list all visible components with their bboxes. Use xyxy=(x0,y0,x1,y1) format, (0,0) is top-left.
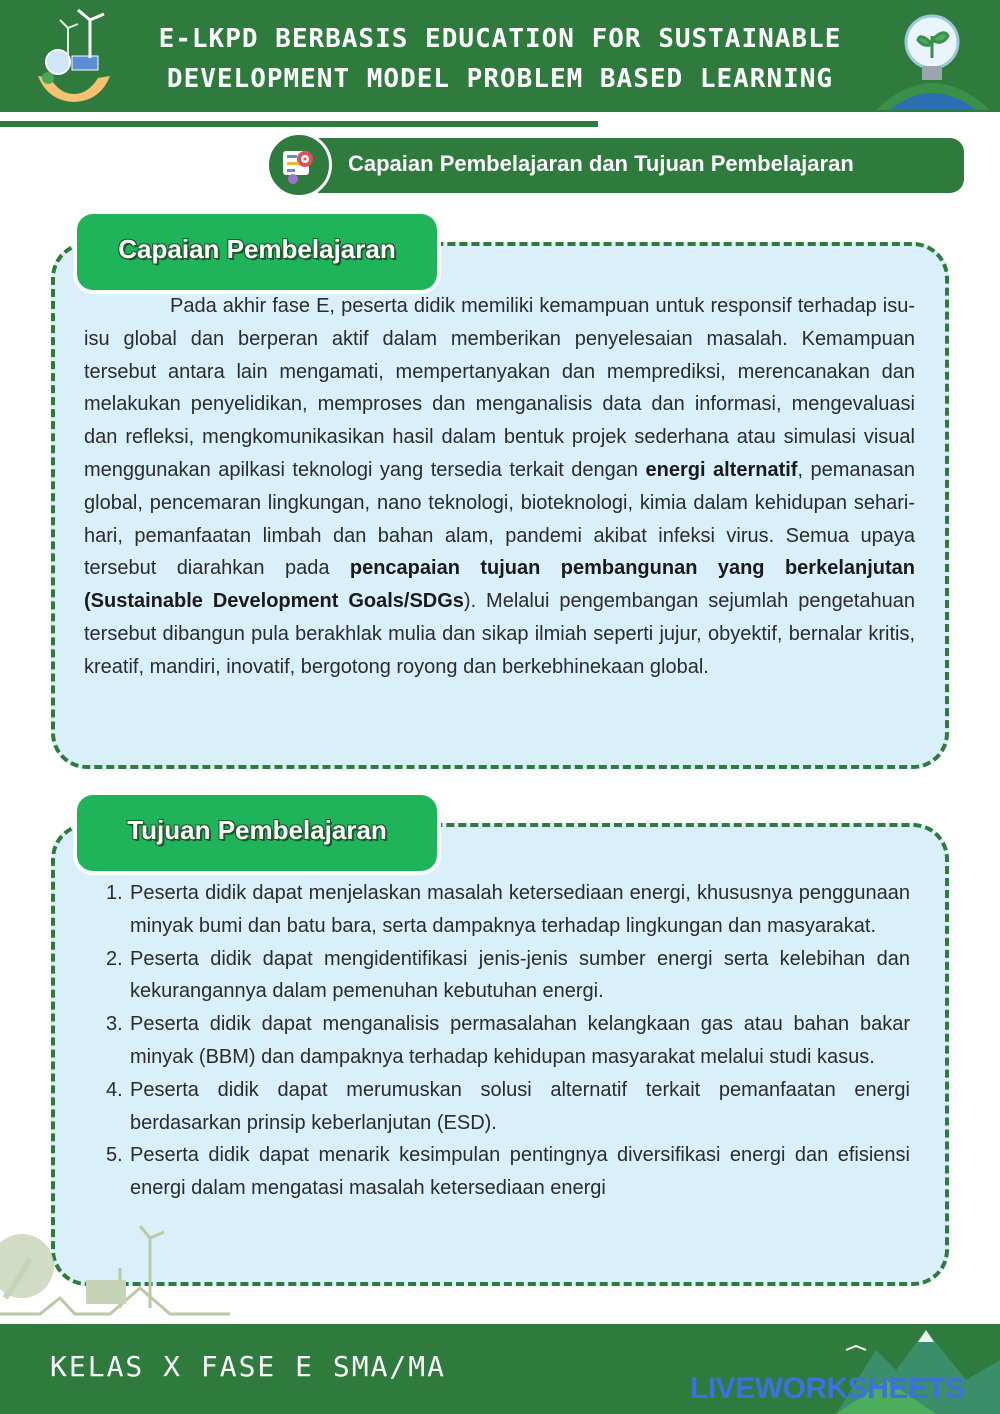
capaian-heading: Capaian Pembelajaran xyxy=(118,234,396,264)
list-text: Peserta didik dapat menjelaskan masalah ketersediaan energi, khususnya penggunaan minyak bumi dan batu bara, serta dampaknya terhadap lingkungan dan masyarakat. xyxy=(130,882,910,937)
section-banner-title: Capaian Pembelajaran dan Tujuan Pembelajaran xyxy=(348,151,854,176)
list-item xyxy=(102,943,910,1009)
lightbulb-earth-icon xyxy=(870,6,996,110)
list-item xyxy=(102,1008,910,1074)
footer-class-label: KELAS X FASE E SMA/MA xyxy=(50,1350,447,1383)
list-number: 4. xyxy=(106,1078,123,1101)
list-item xyxy=(102,1139,910,1205)
wind-turbine-hands-icon xyxy=(28,6,120,106)
capaian-bold-2: pencapaian tujuan pembangunan yang berkelanjutan (Sustainable Development Goals/SDGs xyxy=(84,557,915,613)
tujuan-heading-pill xyxy=(77,795,437,871)
tujuan-heading: Tujuan Pembelajaran xyxy=(127,815,387,845)
watermark-logo: LIVEWORKSHEETS xyxy=(690,1372,965,1405)
page-footer xyxy=(0,1324,1000,1414)
list-number: 2. xyxy=(106,947,123,970)
section-banner xyxy=(318,138,964,193)
list-item xyxy=(102,1074,910,1140)
header-title-line2: DEVELOPMENT MODEL PROBLEM BASED LEARNING xyxy=(166,64,834,94)
list-number: 3. xyxy=(106,1013,123,1036)
list-text: Peserta didik dapat mengidentifikasi jenis-jenis sumber energi serta kelebihan dan kekurangannya dalam pemenuhan kebutuhan energi. xyxy=(130,947,910,1003)
list-item xyxy=(102,877,910,943)
capaian-bold-1: energi alternatif xyxy=(645,458,798,481)
tujuan-list xyxy=(102,877,910,1205)
header-underline xyxy=(0,121,598,127)
eco-illustration-icon xyxy=(0,1218,230,1328)
list-number: 5. xyxy=(106,1144,123,1167)
header-title-line1: E-LKPD BERBASIS EDUCATION FOR SUSTAINABLE xyxy=(158,24,842,54)
capaian-paragraph xyxy=(84,290,915,684)
capaian-text-1: Pada akhir fase E, peserta didik memiliki kemampuan untuk responsif terhadap isu-isu global dan berperan aktif dalam memberikan penyelesaian masalah. Kemampuan tersebut antara lain mengamati, mempertanyakan dan memprediksi, merencanakan dan melakukan penyelidikan, memproses dan menganalisis data dan informasi, mengevaluasi dan refleksi, mengkomunikasikan hasil dalam bentuk projek sederhana atau simulasi visual menggunakan apilkasi teknologi yang tersedia terkait dengan xyxy=(84,295,915,481)
list-text: Peserta didik dapat menarik kesimpulan pentingnya diversifikasi energi dan efisiensi energi dalam mengatasi masalah ketersediaan energi xyxy=(130,1144,910,1200)
capaian-heading-pill xyxy=(77,214,437,290)
capaian-text-2: , pemanasan global, pencemaran lingkungan, nano teknologi, bioteknologi, kimia dalam kehidupan sehari-hari, pemanfaatan limbah dan bahan alam, pandemi akibat infeksi virus. Semua upaya tersebut diarahkan pada xyxy=(84,458,915,580)
capaian-text-3: ). Melalui pengembangan sejumlah pengetahuan tersebut dibangun pula berakhlak mulia dan sikap ilmiah seperti jujur, obyektif, bernalar kritis, kreatif, mandiri, inovatif, bergotong royong dan berkebhinekaan global. xyxy=(84,590,915,678)
list-number: 1. xyxy=(106,882,123,904)
list-text: Peserta didik dapat menganalisis permasalahan kelangkaan gas atau bahan bakar minyak (BBM) dan dampaknya terhadap kehidupan masyarakat melalui studi kasus. xyxy=(130,1013,910,1068)
list-text: Peserta didik dapat merumuskan solusi alternatif terkait pemanfaatan energi berdasarkan prinsip keberlanjutan (ESD). xyxy=(130,1078,910,1134)
target-board-icon xyxy=(266,132,332,198)
page-header xyxy=(0,0,1000,112)
